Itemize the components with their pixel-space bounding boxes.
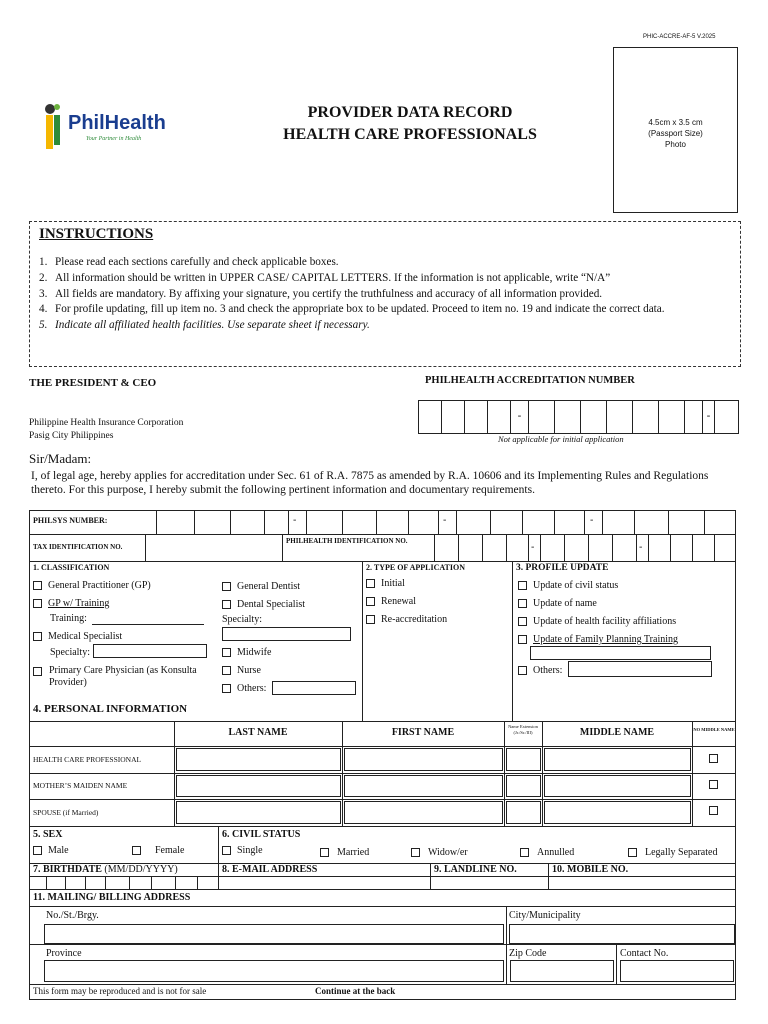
mobile-label: 10. MOBILE NO.	[552, 864, 629, 875]
accreditation-label: PHILHEALTH ACCREDITATION NUMBER	[425, 375, 635, 386]
form-title-2: HEALTH CARE PROFESSIONALS	[283, 126, 537, 143]
city-field[interactable]	[509, 924, 735, 944]
zip-field[interactable]	[510, 960, 614, 982]
philsys-number-boxes[interactable]: - - -	[156, 510, 736, 534]
tin-field[interactable]	[145, 534, 283, 562]
class-medical-specialist[interactable]: Medical Specialist	[33, 631, 122, 642]
instructions-heading: INSTRUCTIONS	[39, 226, 154, 242]
footer-continue: Continue at the back	[315, 986, 396, 996]
row-health-care-professional: HEALTH CARE PROFESSIONAL	[33, 755, 142, 764]
instruction-2: 2. All information should be written in UPPER CASE/ CAPITAL LETTERS. If the information is not applicable, write “N/A”	[39, 272, 611, 284]
photo-passport: (Passport Size)	[648, 129, 703, 138]
photo-box	[613, 47, 738, 213]
pin-label: PHILHEALTH IDENTIFICATION NO.	[286, 537, 408, 545]
class-midwife[interactable]: Midwife	[222, 647, 271, 658]
zip-label: Zip Code	[509, 948, 547, 959]
col-last-name: LAST NAME	[228, 727, 288, 738]
profile-heading: 3. PROFILE UPDATE	[516, 563, 609, 573]
specialty-field[interactable]	[93, 644, 207, 658]
sex-male[interactable]: Male	[33, 845, 69, 856]
sex-heading: 5. SEX	[33, 829, 63, 840]
landline-field[interactable]	[430, 876, 548, 890]
row-mothers-maiden-name: MOTHER’S MAIDEN NAME	[33, 781, 128, 790]
sex-female[interactable]: Female	[132, 845, 184, 856]
salutation: Sir/Madam:	[29, 451, 92, 466]
class-others[interactable]: Others:	[222, 683, 266, 694]
class-dental-specialist[interactable]: Dental Specialist	[222, 599, 305, 610]
training-field[interactable]	[92, 624, 204, 625]
update-facility[interactable]: Update of health facility affiliations	[518, 616, 676, 627]
specialty2-label: Specialty:	[222, 614, 262, 625]
instructions-box	[29, 221, 741, 367]
addressee-org: Philippine Health Insurance Corporation	[29, 418, 184, 428]
civil-widow[interactable]: Widow/er	[411, 847, 468, 858]
personal-heading: 4. PERSONAL INFORMATION	[33, 703, 188, 715]
instruction-1: 1. Please read each sections carefully and check applicable boxes.	[39, 256, 339, 268]
birthdate-heading: 7. BIRTHDATE (MM/DD/YYYY)	[33, 864, 178, 875]
civil-status-heading: 6. CIVIL STATUS	[222, 829, 301, 840]
class-others-field[interactable]	[272, 681, 356, 695]
col-middle-name: MIDDLE NAME	[579, 727, 655, 738]
app-renewal[interactable]: Renewal	[366, 596, 416, 607]
photo-size: 4.5cm x 3.5 cm	[648, 118, 703, 127]
accreditation-number-boxes[interactable]: - -	[418, 400, 739, 434]
city-label: City/Municipality	[509, 910, 581, 921]
street-label: No./St./Brgy.	[46, 910, 99, 921]
col-no-middle-name: NO MIDDLE NAME	[693, 727, 735, 732]
province-label: Province	[46, 948, 82, 959]
update-family-field[interactable]	[530, 646, 711, 660]
accreditation-note: Not applicable for initial application	[498, 434, 624, 444]
pin-number-boxes[interactable]: - -	[434, 534, 736, 561]
row-1-fields[interactable]	[176, 748, 734, 771]
col-name-extension: Name Extension (Jr./Sr./III)	[508, 724, 538, 735]
philsys-label: PHILSYS NUMBER:	[33, 516, 108, 525]
contact-field[interactable]	[620, 960, 734, 982]
birthdate-boxes[interactable]	[29, 876, 218, 890]
province-field[interactable]	[44, 960, 504, 982]
street-field[interactable]	[44, 924, 504, 944]
row-3-fields[interactable]	[176, 801, 734, 824]
civil-separated[interactable]: Legally Separated	[628, 847, 717, 858]
instruction-3: 3. All fields are mandatory. By affixing your signature, you certify the truthfulness and accuracy of all information provided.	[39, 288, 603, 300]
email-field[interactable]	[218, 876, 430, 890]
addressee-title: THE PRESIDENT & CEO	[29, 377, 157, 389]
class-primary-care[interactable]: Primary Care Physician (as Konsulta Provider)	[33, 665, 213, 689]
civil-married[interactable]: Married	[320, 847, 369, 858]
specialty-label: Specialty:	[50, 647, 90, 658]
instruction-5: 5. Indicate all affiliated health facilities. Use separate sheet if necessary.	[39, 319, 370, 331]
mobile-field[interactable]	[548, 876, 736, 890]
civil-single[interactable]: Single	[222, 845, 263, 856]
update-name[interactable]: Update of name	[518, 598, 597, 609]
training-label: Training:	[50, 613, 87, 624]
footer-note: This form may be reproduced and is not for sale	[33, 986, 207, 996]
letter-body: I, of legal age, hereby applies for accreditation under Sec. 61 of R.A. 7875 as amended by R.A. 10606 and its Implementing Rules and Regulations thereto. For this purpose, I hereby submit the following pertinent information and documentary requirements.	[31, 470, 709, 496]
logo-tagline: Your Partner in Health	[86, 136, 142, 142]
row-spouse: SPOUSE (if Married)	[33, 808, 99, 817]
app-initial[interactable]: Initial	[366, 578, 405, 589]
contact-label: Contact No.	[620, 948, 669, 959]
update-others[interactable]: Others:	[518, 665, 562, 676]
email-label: 8. E-MAIL ADDRESS	[222, 864, 318, 875]
civil-annulled[interactable]: Annulled	[520, 847, 574, 858]
row-2-fields[interactable]	[176, 775, 734, 797]
logo-name: PhilHealth	[68, 112, 166, 134]
philhealth-logo	[42, 102, 177, 152]
update-others-field[interactable]	[568, 661, 712, 677]
address-heading: 11. MAILING/ BILLING ADDRESS	[33, 892, 191, 903]
classification-heading: 1. CLASSIFICATION	[33, 563, 110, 572]
application-heading: 2. TYPE OF APPLICATION	[366, 563, 465, 572]
class-gp-training[interactable]: GP w/ Training	[33, 598, 109, 609]
class-gp[interactable]: General Practitioner (GP)	[33, 580, 151, 591]
landline-label: 9. LANDLINE NO.	[434, 864, 517, 875]
instruction-4: 4. For profile updating, fill up item no. 3 and check the appropriate box to be updated. Proceed to item no. 19 and indicate the correct data.	[39, 303, 665, 315]
update-civil[interactable]: Update of civil status	[518, 580, 618, 591]
tin-label: TAX IDENTIFICATION NO.	[33, 543, 123, 551]
class-nurse[interactable]: Nurse	[222, 665, 261, 676]
update-family-planning[interactable]: Update of Family Planning Training	[518, 634, 678, 645]
class-dentist[interactable]: General Dentist	[222, 581, 300, 592]
photo-label: Photo	[665, 140, 686, 149]
form-title-1: PROVIDER DATA RECORD	[307, 104, 513, 121]
form-code: PHIC-ACCRE-AF-5 V.2025	[643, 34, 716, 40]
app-reaccreditation[interactable]: Re-accreditation	[366, 614, 447, 625]
instructions-list	[39, 256, 734, 332]
addressee-city: Pasig City Philippines	[29, 431, 114, 441]
specialty2-field[interactable]	[222, 627, 351, 641]
col-first-name: FIRST NAME	[391, 727, 455, 738]
